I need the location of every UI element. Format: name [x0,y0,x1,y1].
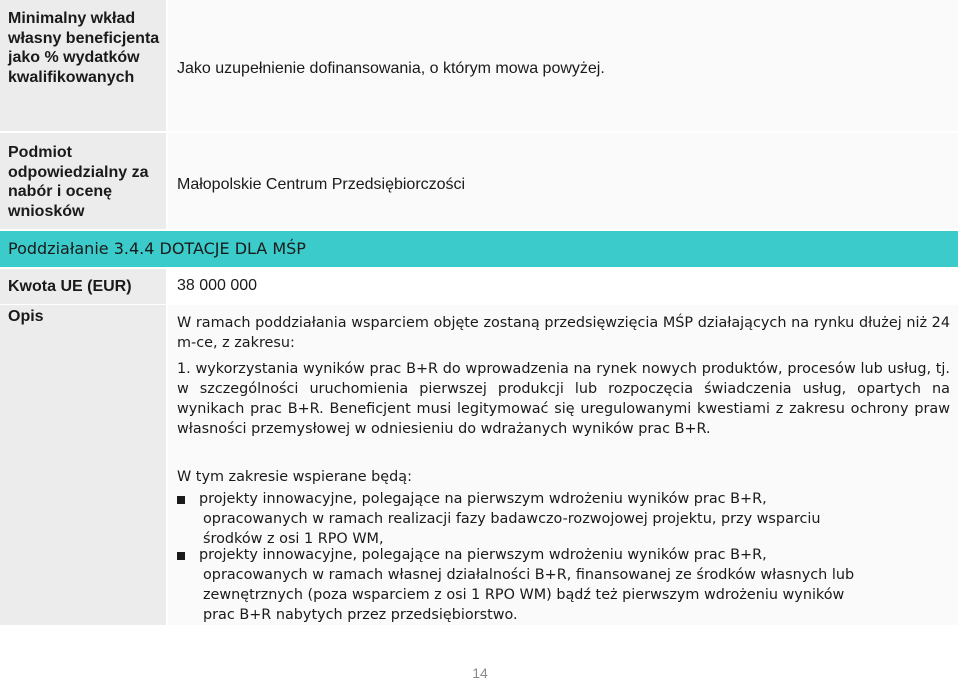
section-title: Poddziałanie 3.4.4 DOTACJE DLA MŚP [8,239,306,258]
value-cell-responsible-entity [168,133,958,229]
bullet-item [177,545,950,625]
description-supported: W tym zakresie wspierane będą: [177,469,412,485]
bullet-item [177,489,950,549]
value-eu-amount: 38 000 000 [177,277,258,294]
section-header [0,231,958,267]
bullet-line: projekty innowacyjne, polegające na pierwszym wdrożeniu wyników prac B+R, [199,491,767,507]
row-description [0,305,958,625]
bullet-square-icon [177,552,185,560]
description-point-1: 1. wykorzystania wyników prac B+R do wprowadzenia na rynek nowych produktów, procesów lub usług, tj. w szczególności uruchomienia pierwszej produkcji lub rozpoczęcia świadczenia usług, opartych na wynikach prac B+R. Beneficjent musi legitymować się uregulowanymi kwestiami z zakresu ochrony praw własności przemysłowej w odniesieniu do wdrażanych wyników prac B+R. [177,361,950,437]
row-min-contribution [0,0,958,131]
bullet-line: zewnętrznych (poza wsparciem z osi 1 RPO WM) bądź też pierwszym wdrożeniu wyników [203,587,845,603]
row-responsible-entity [0,133,958,229]
bullet-line: opracowanych w ramach realizacji fazy badawczo-rozwojowej projektu, przy wsparciu [203,511,821,527]
bullet-square-icon [177,496,185,504]
page-number: 14 [472,665,488,681]
value-min-contribution: Jako uzupełnienie dofinansowania, o którym mowa powyżej. [177,60,605,77]
label-responsible-entity: Podmiot odpowiedzialny za nabór i ocenę wniosków [0,133,166,229]
value-cell-min-contribution [168,0,958,131]
description-intro: W ramach poddziałania wsparciem objęte zostaną przedsięwzięcia MŚP działających na rynku dłużej niż 24 m-ce, z zakresu: [177,315,950,351]
bullet-line: środków z osi 1 RPO WM, [203,531,384,547]
bullet-line: projekty innowacyjne, polegające na pierwszym wdrożeniu wyników prac B+R, [199,547,767,563]
description-cell [168,305,958,625]
value-cell-eu-amount [168,269,958,304]
label-min-contribution: Minimalny wkład własny beneficjenta jako % wydatków kwalifikowanych [0,0,166,131]
label-eu-amount: Kwota UE (EUR) [0,269,166,304]
row-eu-amount [0,269,958,304]
bullet-line: prac B+R nabytych przez przedsiębiorstwo. [203,607,518,623]
bullet-line: opracowanych w ramach własnej działalności B+R, finansowanej ze środków własnych lub [203,567,855,583]
label-description: Opis [0,305,166,625]
value-responsible-entity: Małopolskie Centrum Przedsiębiorczości [177,176,466,193]
